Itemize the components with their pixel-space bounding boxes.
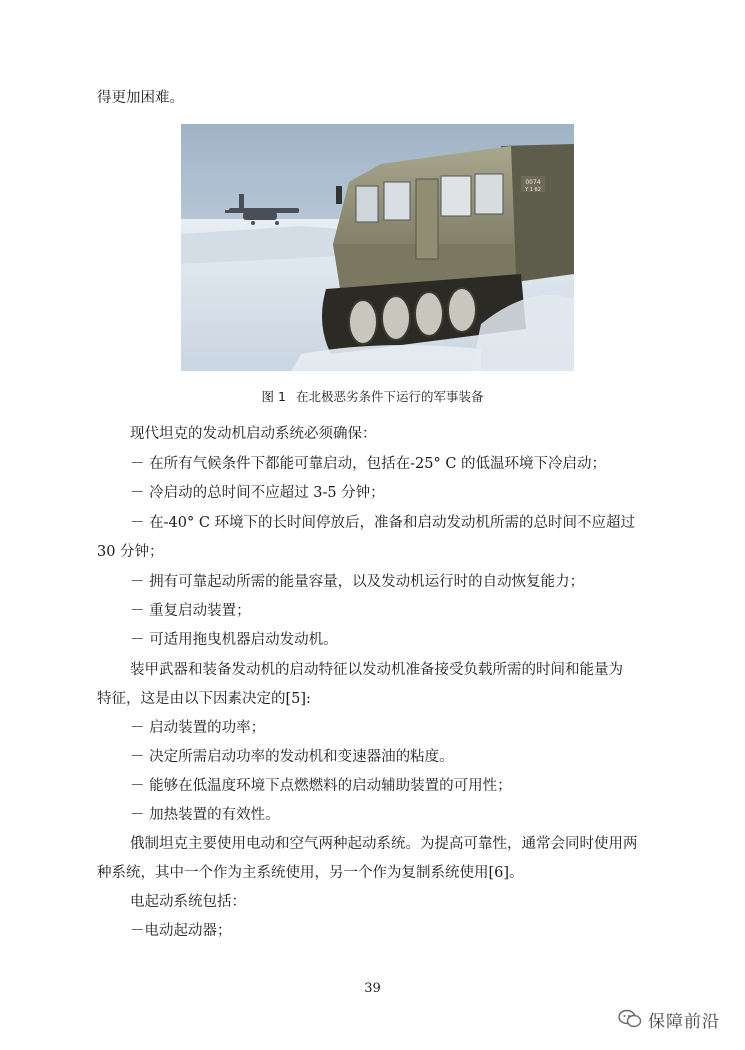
- list-item: － 重复启动装置；: [130, 603, 251, 619]
- plate-text-2: Y 1 62: [525, 187, 541, 193]
- list-item: － 冷启动的总时间不应超过 3-5 分钟；: [130, 485, 385, 501]
- text-line: 现代坦克的发动机启动系统必须确保：: [130, 426, 377, 442]
- watermark-text: 保障前沿: [648, 1011, 720, 1032]
- plate-text-1: 0074: [525, 179, 541, 186]
- figure-caption: [0, 387, 745, 405]
- text-line: 装甲武器和装备发动机的启动特征以发动机准备接受负载所需的时间和能量为: [130, 662, 623, 678]
- arctic-vehicle-photo: [181, 124, 574, 371]
- page-number: 39: [364, 981, 381, 996]
- figure-caption-text: 在北极恶劣条件下运行的军事装备: [295, 389, 484, 404]
- figure-number: 图 1: [261, 389, 286, 404]
- text-line: 特征，这是由以下因素决定的[5]:: [97, 691, 311, 707]
- wechat-icon: [618, 1009, 642, 1029]
- text-line: 电起动系统包括：: [130, 894, 246, 910]
- list-item: － 启动装置的功率；: [130, 720, 266, 736]
- text-line: 俄制坦克主要使用电动和空气两种起动系统。为提高可靠性，通常会同时使用两: [130, 836, 638, 852]
- list-item: －电动起动器；: [130, 923, 232, 939]
- list-item: － 决定所需启动功率的发动机和变速器油的粘度。: [130, 749, 454, 765]
- list-item: － 在-40° C 环境下的长时间停放后，准备和启动发动机所需的总时间不应超过: [130, 515, 636, 531]
- list-item: － 在所有气候条件下都能可靠启动，包括在-25° C 的低温环境下冷启动；: [130, 456, 607, 472]
- list-item: － 加热装置的有效性。: [130, 807, 280, 823]
- text-line: 种系统，其中一个作为主系统使用，另一个作为复制系统使用[6]。: [97, 865, 524, 881]
- list-item: － 拥有可靠起动所需的能量容量，以及发动机运行时的自动恢复能力；: [130, 574, 585, 590]
- list-item: － 可适用拖曳机器启动发动机。: [130, 632, 338, 648]
- text-line: 得更加困难。: [97, 90, 184, 106]
- text-line: 30 分钟；: [97, 544, 164, 560]
- figure-photo: [181, 124, 574, 371]
- watermark: [618, 1006, 720, 1032]
- list-item: － 能够在低温度环境下点燃燃料的启动辅助装置的可用性；: [130, 778, 512, 794]
